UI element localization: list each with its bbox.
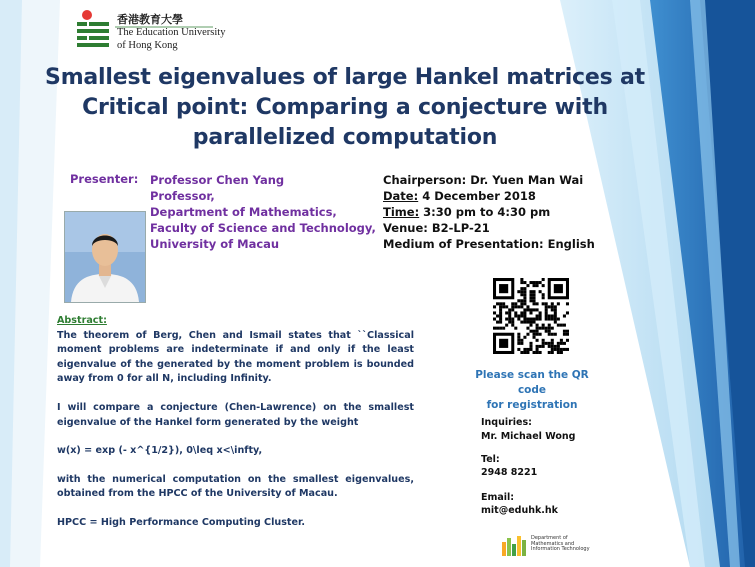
registration-note [462, 368, 602, 413]
presenter-label: Presenter: [70, 172, 139, 186]
abstract-heading: Abstract: [57, 315, 107, 326]
time-label: Time: [383, 205, 420, 219]
presenter-name: Professor Chen Yang [150, 173, 285, 187]
department-name [531, 536, 590, 553]
abstract-section [57, 314, 414, 531]
registration-line-1: Please scan the QR code [475, 369, 589, 396]
abstract-paragraph-3: with the numerical computation on the smallest eigenvalues, obtained from the HPCC of the University of Macau. [57, 473, 414, 500]
department-line-2: Mathematics and [531, 540, 575, 547]
department-line-1: Department of [531, 535, 568, 541]
title-line-1: Smallest eigenvalues of large Hankel matrices at [45, 65, 645, 90]
abstract-paragraph-4: HPCC = High Performance Computing Cluster. [57, 516, 306, 528]
abstract-paragraph-1: The theorem of Berg, Chen and Ismail states that ``Classical moment problems are indeterminate if and only if the least eigenvalue of the generated by the moment problem is bounded away from 0 for all N, including Infinity. [57, 329, 414, 385]
date-row [383, 188, 595, 204]
inquiries-name: Mr. Michael Wong [481, 431, 576, 442]
presenter-photo [64, 211, 146, 303]
venue: Venue: B2-LP-21 [383, 221, 490, 235]
presenter-details [150, 172, 376, 252]
qr-code-icon[interactable] [493, 278, 569, 354]
time-value: 3:30 pm to 4:30 pm [419, 205, 551, 219]
chairperson: Chairperson: Dr. Yuen Man Wai [383, 173, 584, 187]
presenter-faculty: Faculty of Science and Technology, [150, 221, 376, 235]
presenter-department: Department of Mathematics, [150, 205, 337, 219]
logo-english-line1: The Education University [117, 27, 226, 38]
title-line-3: parallelized computation [192, 125, 498, 150]
title-line-2: Critical point: Comparing a conjecture with [82, 95, 608, 120]
abstract-formula: w(x) = exp (- x^{1/2}), 0\leq x<\infty, [57, 445, 263, 457]
event-details [383, 172, 595, 252]
department-line-3: Information Technology [531, 546, 590, 552]
logo-chinese-text: 香港教育大學 [117, 13, 183, 26]
date-value: 4 December 2018 [418, 189, 536, 203]
presenter-university: University of Macau [150, 237, 280, 251]
date-label: Date: [383, 189, 419, 203]
tel-value: 2948 8221 [481, 467, 538, 478]
email-value[interactable]: mit@eduhk.hk [481, 505, 558, 516]
page-title [20, 63, 670, 153]
email-label: Email: [481, 492, 515, 503]
abstract-paragraph-2: I will compare a conjecture (Chen-Lawrence) on the smallest eigenvalue of the Hankel form generated by the weight [57, 401, 414, 428]
registration-line-2: for registration [486, 399, 578, 411]
logo-english-line2: of Hong Kong [117, 40, 178, 51]
presenter-position: Professor, [150, 189, 215, 203]
tel-label: Tel: [481, 454, 500, 465]
inquiries-label: Inquiries: [481, 417, 532, 428]
time-row [383, 204, 595, 220]
medium: Medium of Presentation: English [383, 237, 595, 251]
